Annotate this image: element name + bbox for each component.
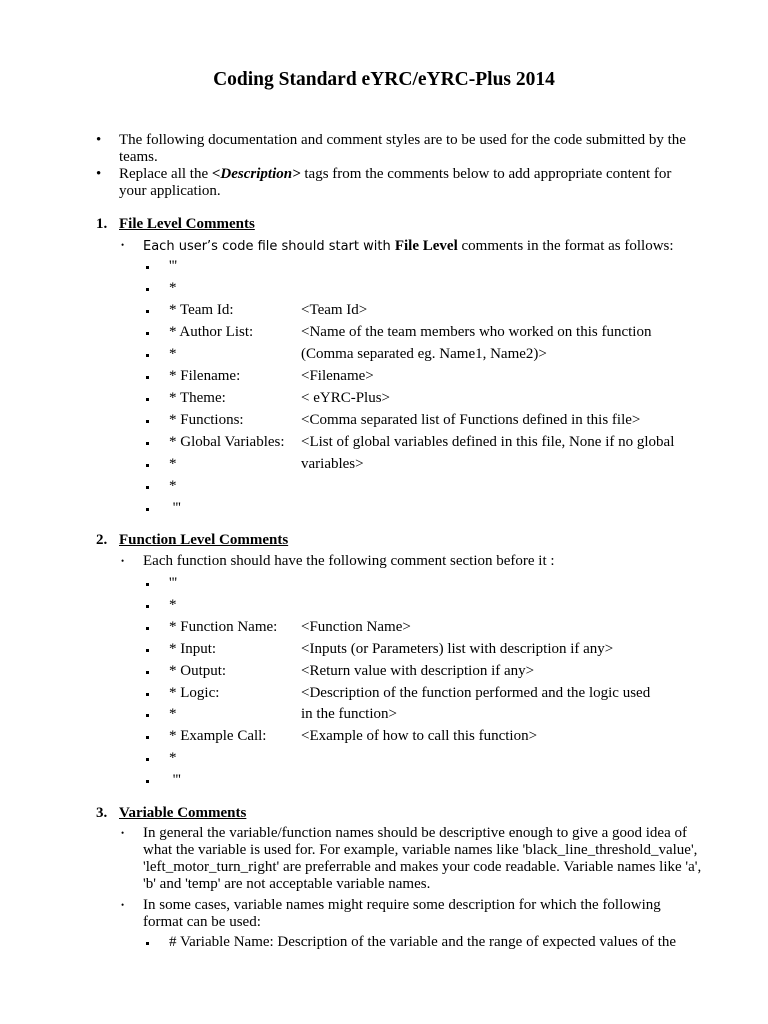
function-level-lead: Each function should have the following comment section before it :	[143, 553, 555, 569]
comment-value: <Return value with description if any>	[301, 662, 535, 679]
bullet-icon: •	[121, 900, 125, 910]
square-bullet-icon	[146, 332, 149, 335]
comment-key: * Author List:	[169, 324, 254, 340]
square-bullet-icon	[146, 583, 149, 586]
bullet-icon: •	[121, 240, 125, 250]
square-bullet-icon	[146, 376, 149, 379]
comment-value: variables>	[301, 456, 364, 472]
comment-key: *	[169, 596, 177, 613]
intro-bullet-2: Replace all the <Description> tags from the comments below to add appropriate content for your application.	[119, 166, 672, 199]
section-number: 3.	[96, 805, 108, 821]
comment-value: <Example of how to call this function>	[301, 728, 538, 745]
comment-key: * Team Id:	[169, 302, 234, 318]
comment-key: *	[169, 750, 177, 767]
comment-value: <Comma separated list of Functions defined in this file>	[301, 412, 641, 428]
comment-key: * Functions:	[169, 412, 244, 428]
square-bullet-icon	[146, 486, 149, 489]
square-bullet-icon	[146, 310, 149, 313]
bullet-icon: •	[121, 828, 125, 838]
square-bullet-icon	[146, 780, 149, 783]
comment-key: '''	[169, 258, 178, 274]
section-heading-file-level: File Level Comments	[119, 216, 255, 232]
comment-key: *	[169, 478, 177, 494]
square-bullet-icon	[146, 398, 149, 401]
comment-key: * Theme:	[169, 390, 226, 406]
section-number: 2.	[96, 532, 108, 548]
square-bullet-icon	[146, 758, 149, 761]
comment-key: * Input:	[169, 640, 217, 657]
comment-value: (Comma separated eg. Name1, Name2)>	[301, 346, 547, 362]
square-bullet-icon	[146, 354, 149, 357]
comment-value: <Name of the team members who worked on this function	[301, 324, 652, 340]
square-bullet-icon	[146, 266, 149, 269]
bullet-icon: •	[96, 166, 102, 182]
square-bullet-icon	[146, 649, 149, 652]
comment-value: < eYRC-Plus>	[301, 390, 391, 406]
comment-key: *	[169, 280, 177, 296]
section-heading-function-level: Function Level Comments	[119, 532, 289, 548]
comment-value: <Inputs (or Parameters) list with description if any>	[301, 640, 614, 657]
bullet-icon: •	[121, 556, 125, 566]
square-bullet-icon	[146, 420, 149, 423]
section-number: 1.	[96, 216, 108, 232]
file-level-lead: Each user’s code file should start with File Level comments in the format as follows:	[143, 238, 674, 254]
document-title: Coding Standard eYRC/eYRC-Plus 2014	[213, 69, 555, 90]
section-heading-variable: Variable Comments	[119, 805, 247, 821]
comment-value: <Team Id>	[301, 302, 368, 318]
comment-value: <Function Name>	[301, 618, 411, 635]
comment-value: <Description of the function performed and the logic used	[301, 684, 651, 701]
comment-key: *	[169, 706, 177, 723]
comment-key: * Output:	[169, 662, 227, 679]
comment-key: * Filename:	[169, 368, 241, 384]
comment-key: *	[169, 346, 177, 362]
square-bullet-icon	[146, 714, 149, 717]
comment-key: '''	[169, 772, 181, 789]
square-bullet-icon	[146, 442, 149, 445]
comment-value: <Filename>	[301, 368, 374, 384]
square-bullet-icon	[146, 942, 149, 945]
comment-key: * Function Name:	[169, 618, 278, 635]
square-bullet-icon	[146, 288, 149, 291]
comment-key: '''	[169, 575, 178, 591]
square-bullet-icon	[146, 464, 149, 467]
comment-key: *	[169, 456, 177, 472]
variable-paragraph-2: In some cases, variable names might require some description for which the following format can be used:	[143, 897, 661, 930]
variable-format-line: # Variable Name: Description of the variable and the range of expected values of the	[169, 934, 677, 950]
comment-key: * Example Call:	[169, 728, 267, 745]
comment-value: <List of global variables defined in this file, None if no global	[301, 434, 675, 450]
comment-value: in the function>	[301, 706, 397, 723]
square-bullet-icon	[146, 736, 149, 739]
square-bullet-icon	[146, 627, 149, 630]
intro-bullet-1: The following documentation and comment styles are to be used for the code submitted by the teams.	[119, 132, 686, 165]
bullet-icon: •	[96, 132, 102, 148]
comment-key: * Global Variables:	[169, 434, 285, 450]
comment-key: '''	[169, 500, 181, 516]
square-bullet-icon	[146, 605, 149, 608]
square-bullet-icon	[146, 671, 149, 674]
square-bullet-icon	[146, 693, 149, 696]
variable-paragraph-1: In general the variable/function names should be descriptive enough to give a good idea of what the variable is used for. For example, variable names like 'black_line_threshold_value', 'left_motor_turn_right' are preferrable and makes your code readable. Variable names like 'a', 'b' and 'temp' are not acceptable variable names.	[143, 825, 702, 892]
comment-key: * Logic:	[169, 684, 220, 701]
square-bullet-icon	[146, 508, 149, 511]
